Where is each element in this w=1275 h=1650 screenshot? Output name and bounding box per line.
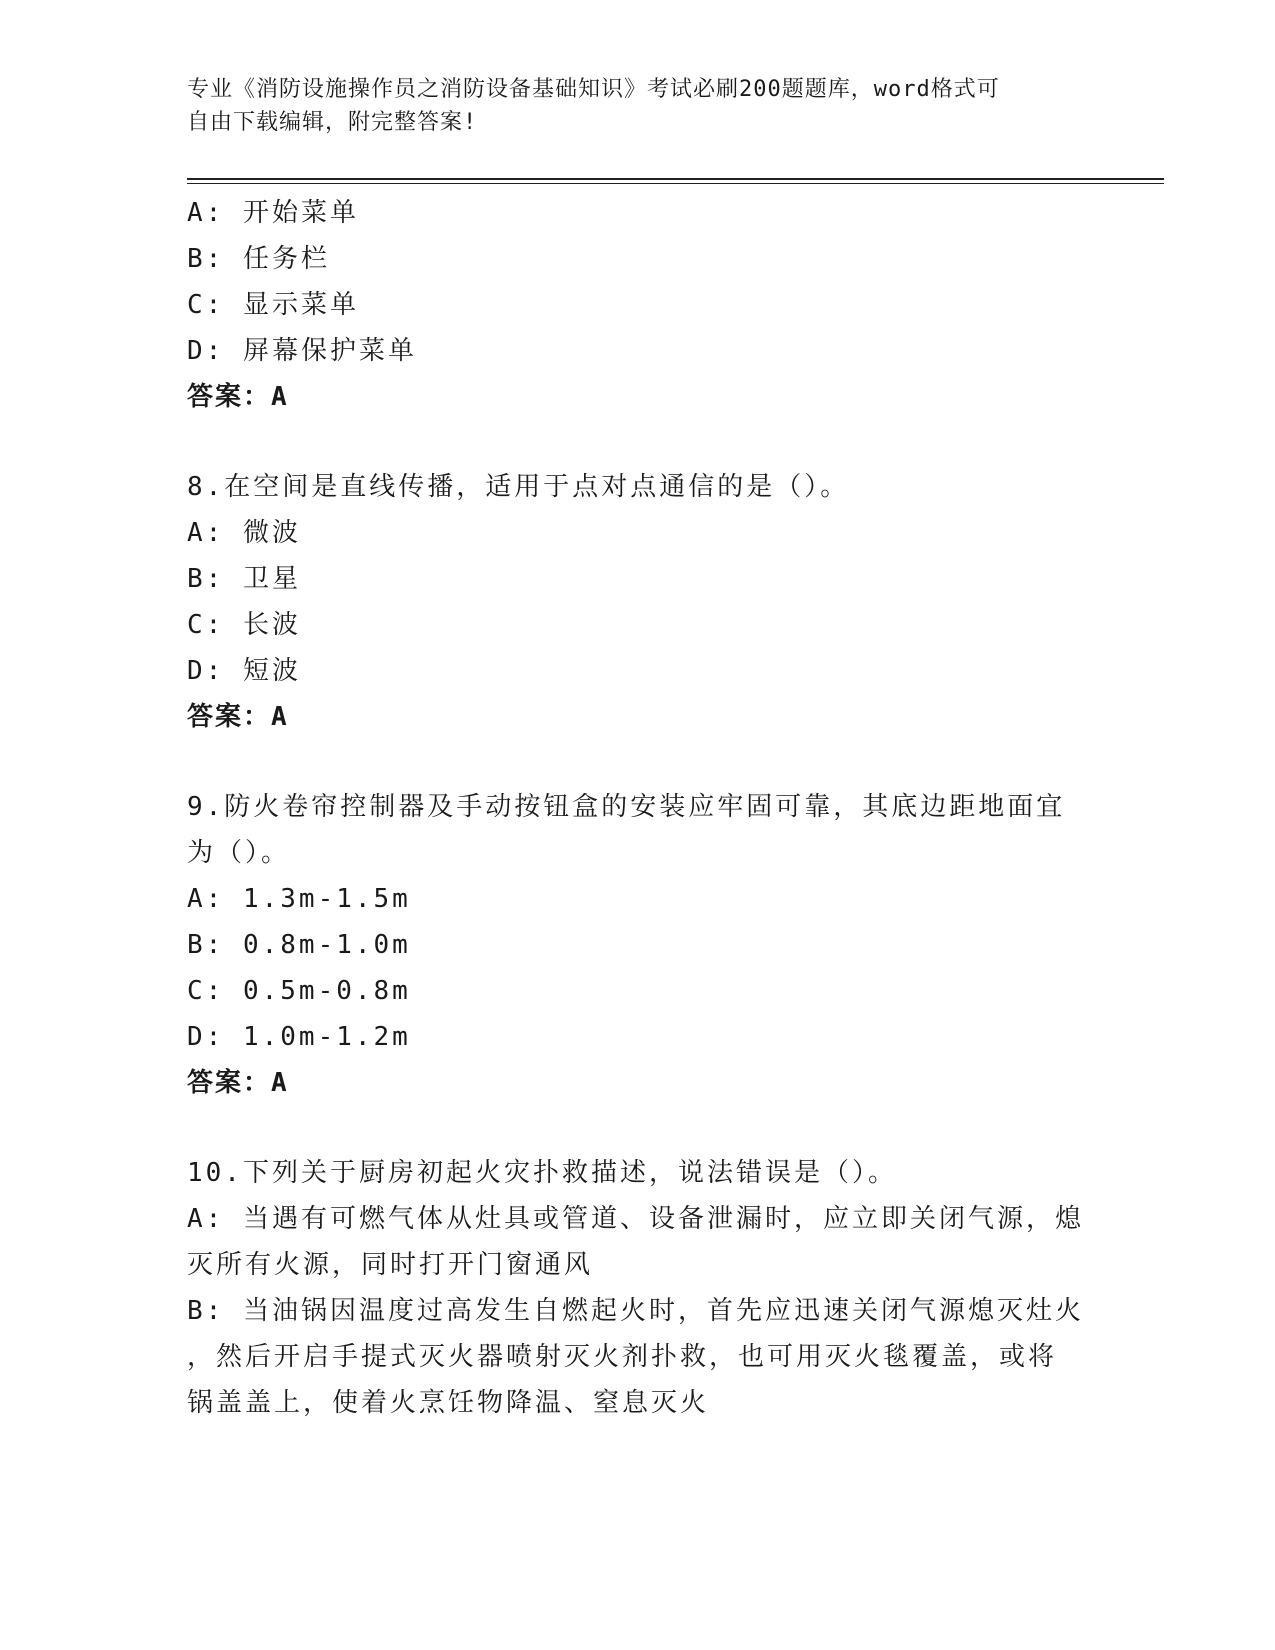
document-header: [187, 73, 1067, 139]
option-b-line-2: ，然后开启手提式灭火器喷射灭火剂扑救，也可用灭火毯覆盖，或将: [187, 1342, 1058, 1372]
option-a-line-1: A: 当遇有可燃气体从灶具或管道、设备泄漏时，应立即关闭气源，熄: [187, 1204, 1084, 1234]
option-c: C: 0.5m-0.8m: [187, 976, 411, 1006]
option-a: A: 1.3m-1.5m: [187, 884, 411, 914]
option-d: D: 1.0m-1.2m: [187, 1022, 411, 1052]
header-rule: [187, 178, 1164, 180]
option-b-line-1: B: 当油锅因温度过高发生自燃起火时，首先应迅速关闭气源熄灭灶火: [187, 1296, 1084, 1326]
question-list: [187, 190, 1087, 1426]
option-b: B: 卫星: [187, 564, 301, 594]
question-10: [187, 1150, 1087, 1426]
question-text: 8.在空间是直线传播，适用于点对点通信的是（）。: [187, 472, 850, 502]
answer-label: 答案：A: [187, 1068, 289, 1098]
option-c: C: 显示菜单: [187, 290, 359, 320]
option-c: C: 长波: [187, 610, 301, 640]
option-b: B: 任务栏: [187, 244, 330, 274]
question-text: 10.下列关于厨房初起火灾扑救描述，说法错误是（）。: [187, 1158, 897, 1188]
question-text-line-1: 9.防火卷帘控制器及手动按钮盒的安装应牢固可靠，其底边距地面宜: [187, 792, 1066, 822]
option-a: A: 微波: [187, 518, 301, 548]
header-line-2: 自由下载编辑，附完整答案!: [187, 110, 478, 135]
question-text-line-2: 为（）。: [187, 838, 291, 868]
question-9: [187, 784, 1087, 1106]
spacer: [187, 740, 1087, 784]
question-7: [187, 190, 1087, 420]
spacer: [187, 1106, 1087, 1150]
answer-label: 答案：A: [187, 702, 289, 732]
option-b: B: 0.8m-1.0m: [187, 930, 411, 960]
question-8: [187, 464, 1087, 740]
header-rule-thin: [187, 183, 1164, 184]
option-d: D: 短波: [187, 656, 301, 686]
answer-label: 答案：A: [187, 382, 289, 412]
option-d: D: 屏幕保护菜单: [187, 336, 417, 366]
header-line-1: 专业《消防设施操作员之消防设备基础知识》考试必刷200题题库，word格式可: [187, 77, 1000, 102]
option-a-line-2: 灭所有火源，同时打开门窗通风: [187, 1250, 594, 1280]
spacer: [187, 420, 1087, 464]
option-a: A: 开始菜单: [187, 198, 359, 228]
option-b-line-3: 锅盖盖上，使着火烹饪物降温、窒息灭火: [187, 1388, 710, 1418]
